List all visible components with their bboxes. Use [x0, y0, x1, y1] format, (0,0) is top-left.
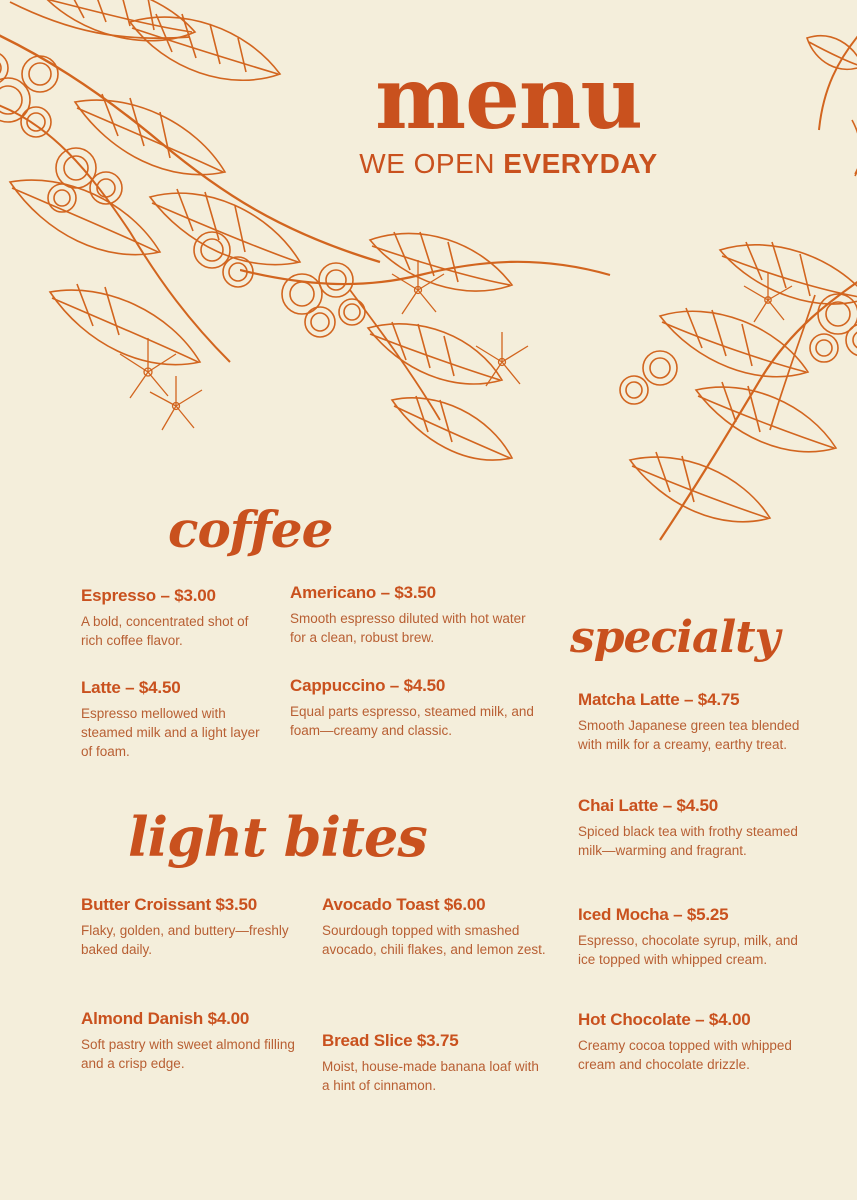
- menu-item-almond-danish: [81, 1009, 306, 1073]
- opening-note-thin: WE OPEN: [359, 147, 495, 179]
- menu-item-description: Flaky, golden, and buttery—freshly baked daily.: [81, 922, 289, 957]
- menu-item-name: Americano – $3.50: [290, 583, 436, 602]
- opening-note-bold: EVERYDAY: [503, 147, 658, 179]
- menu-item-description: Smooth espresso diluted with hot water for a clean, robust brew.: [290, 610, 526, 645]
- menu-item-description: Espresso, chocolate syrup, milk, and ice topped with whipped cream.: [578, 932, 798, 967]
- section-heading-specialty: specialty: [570, 612, 780, 663]
- menu-item-name: Espresso – $3.00: [81, 586, 216, 605]
- menu-header: [0, 48, 857, 180]
- section-heading-coffee: coffee: [168, 500, 333, 559]
- page-title: menu: [375, 48, 642, 149]
- menu-item-matcha-latte: [578, 690, 803, 754]
- menu-item-iced-mocha: [578, 905, 803, 969]
- menu-item-name: Cappuccino – $4.50: [290, 676, 446, 695]
- menu-item-avocado-toast: [322, 895, 547, 959]
- menu-item-cappuccino: [290, 676, 540, 740]
- menu-item-description: A bold, concentrated shot of rich coffee flavor.: [81, 613, 249, 648]
- menu-item-name: Latte – $4.50: [81, 678, 181, 697]
- menu-item-description: Equal parts espresso, steamed milk, and foam—creamy and classic.: [290, 703, 534, 738]
- section-heading-light-bites: light bites: [128, 805, 427, 869]
- menu-item-name: Iced Mocha – $5.25: [578, 905, 729, 924]
- menu-item-name: Butter Croissant $3.50: [81, 895, 258, 914]
- coffee-branch-illustration-center: [240, 230, 620, 535]
- menu-item-description: Moist, house-made banana loaf with a hint of cinnamon.: [322, 1058, 539, 1093]
- menu-item-name: Hot Chocolate – $4.00: [578, 1010, 751, 1029]
- menu-item-description: Soft pastry with sweet almond filling and a crisp edge.: [81, 1036, 295, 1071]
- menu-item-latte: [81, 678, 271, 761]
- menu-item-name: Bread Slice $3.75: [322, 1031, 459, 1050]
- menu-item-chai-latte: [578, 796, 803, 860]
- menu-item-butter-croissant: [81, 895, 306, 959]
- menu-item-description: Smooth Japanese green tea blended with milk for a creamy, earthy treat.: [578, 717, 800, 752]
- menu-item-name: Avocado Toast $6.00: [322, 895, 486, 914]
- menu-item-name: Almond Danish $4.00: [81, 1009, 250, 1028]
- menu-item-espresso: [81, 586, 271, 650]
- coffee-branch-illustration-right: [600, 240, 857, 595]
- menu-item-name: Chai Latte – $4.50: [578, 796, 719, 815]
- menu-item-description: Sourdough topped with smashed avocado, chili flakes, and lemon zest.: [322, 922, 546, 957]
- menu-item-description: Spiced black tea with frothy steamed milk—warming and fragrant.: [578, 823, 798, 858]
- menu-item-description: Creamy cocoa topped with whipped cream and chocolate drizzle.: [578, 1037, 792, 1072]
- menu-item-bread-slice: [322, 1031, 547, 1095]
- menu-item-description: Espresso mellowed with steamed milk and a light layer of foam.: [81, 705, 260, 760]
- menu-item-name: Matcha Latte – $4.75: [578, 690, 740, 709]
- opening-hours-note: [0, 148, 857, 180]
- menu-item-hot-chocolate: [578, 1010, 803, 1074]
- menu-item-americano: [290, 583, 540, 647]
